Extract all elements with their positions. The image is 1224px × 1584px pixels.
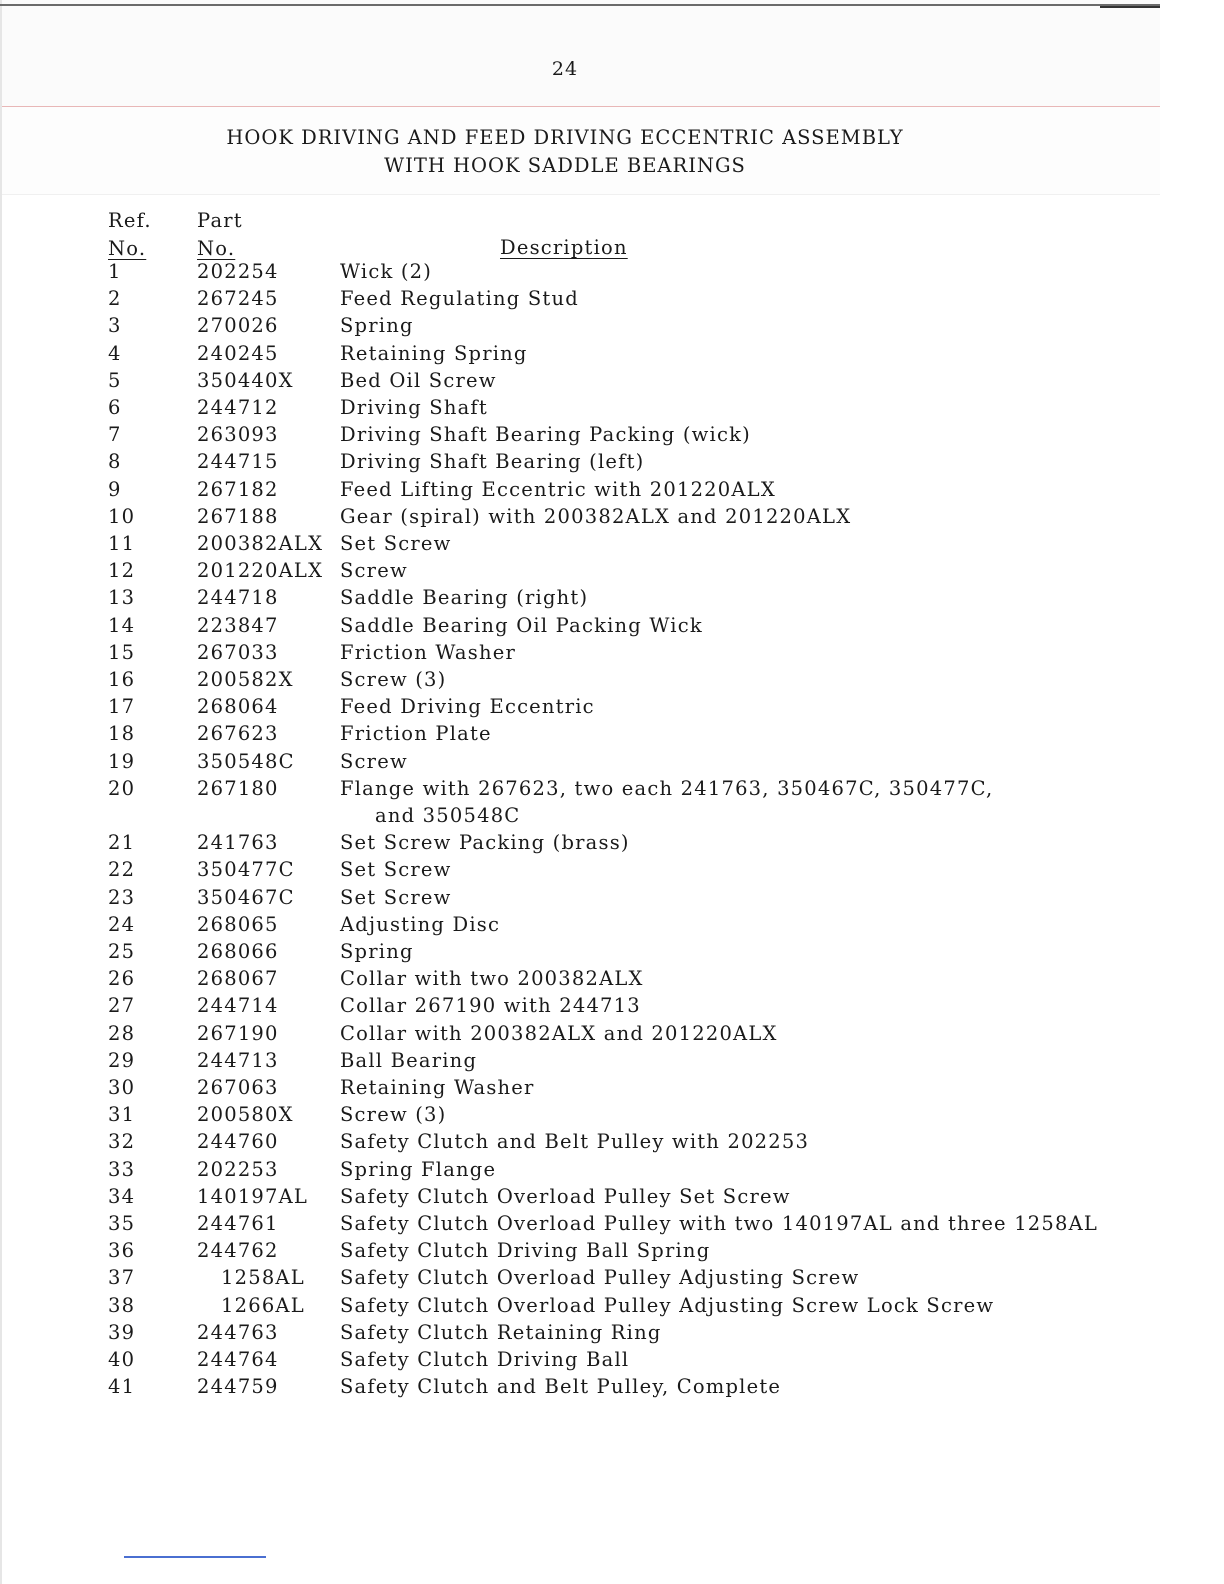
part-description: Driving Shaft Bearing (left) — [340, 450, 645, 474]
ref-number: 25 — [108, 940, 136, 963]
title-line-1: HOOK DRIVING AND FEED DRIVING ECCENTRIC ASSEMBLY — [226, 126, 904, 149]
part-description: Set Screw Packing (brass) — [340, 831, 630, 855]
part-description: Feed Driving Eccentric — [340, 695, 595, 719]
header-band — [0, 0, 1160, 107]
part-description: Safety Clutch Overload Pulley Adjusting Screw — [340, 1266, 860, 1290]
part-number: 244712 — [197, 396, 279, 419]
part-description: Safety Clutch Overload Pulley Adjusting Screw Lock Screw — [340, 1293, 995, 1317]
part-description-continued: and 350548C — [375, 804, 521, 827]
ref-number: 23 — [108, 885, 136, 909]
part-description: Retaining Spring — [340, 341, 528, 365]
part-number: 270026 — [197, 314, 279, 338]
part-description: Collar with two 200382ALX — [340, 967, 644, 991]
part-description: Friction Washer — [340, 640, 516, 664]
part-number: 244760 — [197, 1130, 279, 1154]
part-number: 241763 — [197, 831, 279, 855]
part-number: 350548C — [197, 749, 295, 773]
top-rule-accent — [1100, 6, 1160, 8]
part-description: Spring — [340, 940, 414, 963]
part-description: Set Screw — [340, 532, 452, 555]
ref-number: 9 — [108, 477, 122, 501]
part-number: 200582X — [197, 668, 294, 691]
part-description: Retaining Washer — [340, 1076, 535, 1099]
ref-number: 16 — [108, 668, 136, 691]
ref-number: 14 — [108, 613, 136, 637]
part-header-line2: No. — [197, 237, 236, 260]
ref-header-line1: Ref. — [108, 209, 152, 232]
ref-number: 31 — [108, 1103, 136, 1127]
part-description: Screw — [340, 559, 408, 583]
part-description: Feed Lifting Eccentric with 201220ALX — [340, 477, 776, 501]
ref-number: 37 — [108, 1266, 136, 1290]
ref-number: 27 — [108, 994, 136, 1018]
description-header: Description — [500, 236, 628, 259]
part-number: 244764 — [197, 1348, 279, 1371]
part-description: Adjusting Disc — [340, 912, 501, 936]
part-number: 268065 — [197, 912, 279, 936]
part-number: 268067 — [197, 967, 279, 991]
part-description: Set Screw — [340, 885, 452, 909]
ref-number: 4 — [108, 341, 122, 365]
ref-number: 7 — [108, 423, 122, 447]
part-number: 240245 — [197, 341, 279, 365]
ref-number: 18 — [108, 722, 136, 746]
part-description: Screw (3) — [340, 668, 447, 691]
ref-number: 13 — [108, 586, 136, 610]
ref-number: 15 — [108, 640, 136, 664]
ref-header-line2: No. — [108, 237, 147, 260]
ref-number: 17 — [108, 695, 136, 719]
part-number: 267033 — [197, 640, 279, 664]
part-number: 244714 — [197, 994, 279, 1018]
ref-number: 10 — [108, 504, 136, 528]
part-number: 244762 — [197, 1239, 279, 1263]
part-number: 244759 — [197, 1375, 279, 1399]
part-number: 244715 — [197, 450, 279, 474]
part-number: 200382ALX — [197, 532, 324, 555]
ref-number: 33 — [108, 1157, 136, 1181]
part-number: 244718 — [197, 586, 279, 610]
part-description: Feed Regulating Stud — [340, 287, 579, 311]
ref-number: 19 — [108, 749, 136, 773]
ref-number: 5 — [108, 368, 122, 392]
part-description: Ball Bearing — [340, 1048, 478, 1072]
ref-number: 35 — [108, 1212, 136, 1235]
part-number: 1266AL — [221, 1293, 305, 1317]
page-number: 24 — [551, 58, 579, 80]
part-number: 202253 — [197, 1157, 279, 1181]
ref-number: 39 — [108, 1320, 136, 1344]
part-description: Spring — [340, 314, 414, 338]
part-description: Screw — [340, 749, 408, 773]
part-number: 267063 — [197, 1076, 279, 1099]
part-description: Spring Flange — [340, 1157, 497, 1181]
part-description: Gear (spiral) with 200382ALX and 201220ALX — [340, 504, 852, 528]
ref-number: 40 — [108, 1348, 136, 1371]
page-title — [0, 124, 1130, 180]
part-description: Safety Clutch and Belt Pulley with 202253 — [340, 1130, 810, 1154]
part-number: 350467C — [197, 885, 295, 909]
part-description: Driving Shaft Bearing Packing (wick) — [340, 423, 751, 447]
ref-number: 8 — [108, 450, 122, 474]
part-description: Set Screw — [340, 858, 452, 882]
part-description: Saddle Bearing (right) — [340, 586, 589, 610]
ref-number: 41 — [108, 1375, 136, 1399]
part-description: Friction Plate — [340, 722, 492, 746]
part-description: Collar 267190 with 244713 — [340, 994, 641, 1018]
part-number: 267623 — [197, 722, 279, 746]
ref-number: 34 — [108, 1184, 136, 1208]
part-description: Screw (3) — [340, 1103, 447, 1127]
part-description: Driving Shaft — [340, 396, 488, 419]
ref-number: 26 — [108, 967, 136, 991]
part-number: 223847 — [197, 613, 279, 637]
ref-number: 12 — [108, 559, 136, 583]
part-header-line1: Part — [197, 209, 243, 232]
ref-number: 32 — [108, 1130, 136, 1154]
part-number: 140197AL — [197, 1184, 309, 1208]
part-number: 244763 — [197, 1320, 279, 1344]
part-number: 202254 — [197, 260, 279, 283]
part-description: Saddle Bearing Oil Packing Wick — [340, 613, 703, 637]
bottom-rule — [124, 1556, 266, 1558]
part-number: 267180 — [197, 776, 279, 800]
ref-number: 29 — [108, 1048, 136, 1072]
part-description: Flange with 267623, two each 241763, 350467C, 350477C, — [340, 776, 994, 800]
part-description: Wick (2) — [340, 260, 433, 283]
part-number: 268064 — [197, 695, 279, 719]
part-description: Safety Clutch Driving Ball — [340, 1348, 630, 1371]
part-number: 263093 — [197, 423, 279, 447]
part-number: 200580X — [197, 1103, 294, 1127]
part-number: 267188 — [197, 504, 279, 528]
part-description: Bed Oil Screw — [340, 368, 497, 392]
part-number: 350477C — [197, 858, 295, 882]
part-number: 201220ALX — [197, 559, 324, 583]
ref-number: 1 — [108, 260, 122, 283]
ref-number: 21 — [108, 831, 136, 855]
part-description: Collar with 200382ALX and 201220ALX — [340, 1021, 778, 1045]
ref-number: 20 — [108, 776, 136, 800]
part-description: Safety Clutch Overload Pulley Set Screw — [340, 1184, 791, 1208]
part-number: 244713 — [197, 1048, 279, 1072]
ref-number: 24 — [108, 912, 136, 936]
part-number: 267245 — [197, 287, 279, 311]
ref-number: 22 — [108, 858, 136, 882]
part-description: Safety Clutch Retaining Ring — [340, 1320, 662, 1344]
ref-number: 6 — [108, 396, 122, 419]
ref-number: 36 — [108, 1239, 136, 1263]
scan-left-edge — [0, 0, 2, 1584]
part-description: Safety Clutch Overload Pulley with two 140197AL and three 1258AL — [340, 1212, 1099, 1235]
part-number: 267190 — [197, 1021, 279, 1045]
title-line-2: WITH HOOK SADDLE BEARINGS — [384, 154, 746, 177]
part-description: Safety Clutch Driving Ball Spring — [340, 1239, 711, 1263]
part-number: 350440X — [197, 368, 294, 392]
part-number: 244761 — [197, 1212, 279, 1235]
ref-number: 30 — [108, 1076, 136, 1099]
ref-number: 38 — [108, 1293, 136, 1317]
ref-number: 2 — [108, 287, 122, 311]
part-number: 268066 — [197, 940, 279, 963]
part-description: Safety Clutch and Belt Pulley, Complete — [340, 1375, 782, 1399]
part-number: 1258AL — [221, 1266, 305, 1290]
top-rule — [0, 4, 1160, 6]
part-number: 267182 — [197, 477, 279, 501]
ref-number: 11 — [108, 532, 136, 555]
ref-number: 28 — [108, 1021, 136, 1045]
ref-number: 3 — [108, 314, 122, 338]
